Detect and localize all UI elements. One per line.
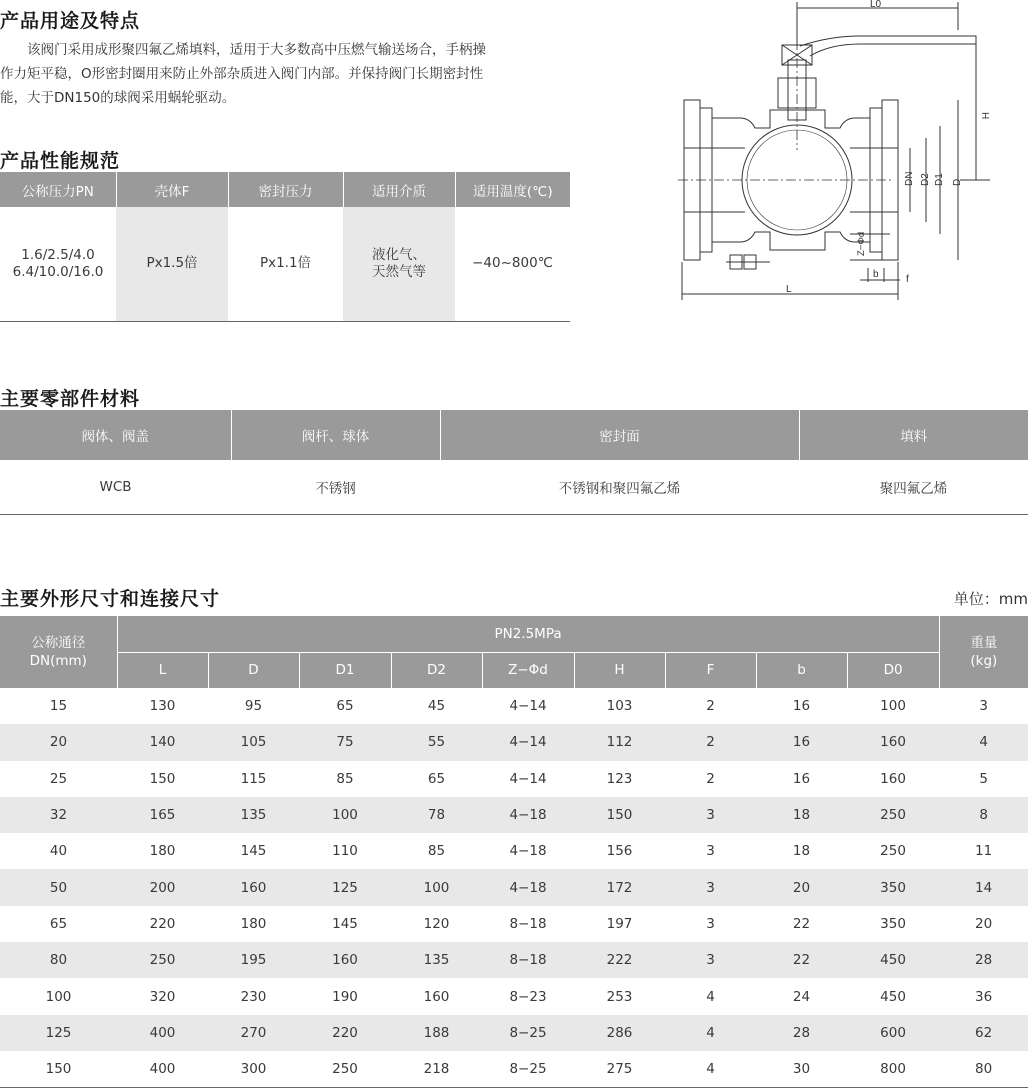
table-cell: 25 [49,770,68,787]
table-cell: 4−18 [482,869,574,905]
table-cell: 20 [975,915,993,932]
table-cell: 85 [336,770,354,787]
table-cell: 160 [847,724,939,760]
table-cell: 112 [574,724,665,760]
label-D1: D1 [934,173,945,186]
spec-row [0,207,570,321]
label-D: D [952,178,963,186]
table-cell: 4 [706,1060,715,1077]
label-DN: DN [904,171,915,186]
table-cell: 275 [606,1060,633,1077]
table-cell: 190 [332,988,358,1005]
table-row [0,978,1028,1014]
dn-header: 公称通径 DN(mm) [0,616,117,688]
table-cell: 4−14 [509,698,547,715]
sub-header: F [665,652,756,688]
table-cell: 55 [391,724,482,760]
table-cell: 50 [0,869,117,905]
table-cell: 400 [149,1060,176,1077]
label-H: H [979,112,990,120]
table-cell: 286 [574,1015,665,1051]
table-cell: 3 [706,915,715,932]
table-cell: 300 [240,1060,267,1077]
label-D2: D2 [920,173,931,186]
table-cell: 160 [299,942,391,978]
table-cell: 4 [939,724,1028,760]
table-cell: 3 [665,797,756,833]
table-row [0,869,1028,905]
unit-label: 单位：mm [953,590,1028,608]
table-cell: 45 [427,698,446,715]
table-cell: 150 [574,797,665,833]
table-cell: 188 [391,1015,482,1051]
table-cell: 40 [49,843,68,860]
table-cell: 4−18 [509,843,547,860]
table-cell: 165 [117,797,208,833]
table-cell: 30 [792,1060,811,1077]
table-cell: 8−25 [509,1060,547,1077]
table-row [0,1051,1028,1087]
table-cell: 18 [792,843,811,860]
table-cell: 180 [240,915,267,932]
materials-header: 填料 [799,410,1028,460]
table-cell: 65 [427,770,446,787]
table-cell: 150 [149,770,176,787]
materials-header: 阀杆、球体 [231,410,440,460]
table-cell: 250 [117,942,208,978]
label-L0: L0 [870,0,882,10]
table-cell: 4−14 [482,724,574,760]
table-cell: 350 [847,869,939,905]
table-cell: 218 [423,1060,450,1077]
table-row [0,797,1028,833]
spec-cell: Px1.5倍 [116,207,228,321]
spec-header: 适用温度(℃) [455,172,570,207]
table-cell: 3 [706,843,715,860]
spec-cell: 液化气、 天然气等 [343,207,455,321]
table-cell: 20 [0,724,117,760]
materials-row [0,460,1028,514]
spec-header: 适用介质 [343,172,455,207]
table-cell: 28 [756,1015,847,1051]
table-cell: 65 [49,915,68,932]
table-cell: 145 [240,843,267,860]
table-cell: 8−23 [509,988,547,1005]
table-cell: 145 [332,915,358,932]
table-cell: 195 [208,942,299,978]
table-cell: 197 [606,915,633,932]
table-cell: 24 [792,988,811,1005]
table-cell: 250 [880,843,906,860]
table-cell: 172 [574,869,665,905]
sub-header: L [117,652,208,688]
table-cell: 8−18 [482,942,574,978]
table-cell: 250 [332,1060,358,1077]
table-cell: 22 [756,942,847,978]
weight-header: 重量 (kg) [939,616,1028,688]
table-cell: 125 [0,1015,117,1051]
intro-line: 作力矩平稳，O形密封圈用来防止外部杂质进入阀门内部。并保持阀门长期密封性 [0,66,484,82]
table-cell: 2 [665,724,756,760]
sub-header: D2 [391,652,482,688]
table-cell: 250 [847,797,939,833]
table-cell: 75 [299,724,391,760]
table-cell: 105 [208,724,299,760]
table-cell: 8−25 [482,1015,574,1051]
table-cell: 120 [423,915,450,932]
table-cell: 65 [336,698,354,715]
table-cell: 85 [427,843,446,860]
valve-diagram [670,0,1028,305]
spec-cell: 1.6/2.5/4.0 6.4/10.0/16.0 [12,246,104,280]
spec-title: 产品性能规范 [0,150,121,172]
table-cell: 160 [880,770,906,787]
intro-title: 产品用途及特点 [0,10,141,32]
table-cell: 800 [880,1060,906,1077]
table-cell: 222 [574,942,665,978]
table-cell: 62 [939,1015,1028,1051]
table-cell: 350 [880,915,906,932]
table-cell: 2 [706,698,715,715]
table-cell: 130 [149,698,176,715]
materials-cell: WCB [99,478,132,495]
materials-title: 主要零部件材料 [0,388,141,410]
spec-table [0,172,570,322]
table-cell: 115 [240,770,267,787]
table-cell: 14 [939,869,1028,905]
table-cell: 140 [117,724,208,760]
label-f: f [906,274,909,285]
table-cell: 20 [756,869,847,905]
materials-header: 密封面 [440,410,799,460]
table-cell: 4−18 [482,797,574,833]
table-cell: 135 [391,942,482,978]
table-cell: 110 [332,843,358,860]
sub-header: H [574,652,665,688]
table-cell: 4−14 [509,770,547,787]
dimensions-body [0,688,1028,1087]
table-cell: 160 [208,869,299,905]
intro-line: 能，大于DN150的球阀采用蜗轮驱动。 [0,90,236,106]
dimensions-title: 主要外形尺寸和连接尺寸 [0,588,221,610]
table-cell: 3 [979,698,988,715]
materials-cell: 聚四氟乙烯 [879,480,948,497]
spec-header: 壳体F [116,172,228,207]
spec-header: 密封压力 [228,172,343,207]
spec-cell: −40~800℃ [472,255,553,272]
table-cell: 3 [665,869,756,905]
table-cell: 18 [756,797,847,833]
table-cell: 123 [606,770,633,787]
table-cell: 32 [0,797,117,833]
materials-table [0,410,1028,515]
dimensions-table [0,616,1028,1088]
table-row [0,688,1028,724]
table-cell: 16 [756,724,847,760]
table-cell: 22 [792,915,811,932]
sub-header: D [208,652,299,688]
table-row [0,761,1028,797]
table-cell: 4 [665,1015,756,1051]
table-cell: 150 [45,1060,72,1077]
table-cell: 320 [149,988,176,1005]
table-cell: 253 [606,988,633,1005]
materials-cell: 不锈钢和聚四氟乙烯 [558,480,681,497]
table-cell: 95 [244,698,263,715]
table-cell: 156 [606,843,633,860]
table-cell: 220 [149,915,176,932]
sub-header: D1 [299,652,391,688]
table-cell: 230 [240,988,267,1005]
table-row [0,942,1028,978]
table-cell: 4 [706,988,715,1005]
table-cell: 16 [792,698,811,715]
spec-cell: Px1.1倍 [259,255,312,272]
table-cell: 450 [847,942,939,978]
table-cell: 15 [49,698,68,715]
table-cell: 450 [880,988,906,1005]
table-row [0,724,1028,760]
table-cell: 2 [706,770,715,787]
table-cell: 11 [975,843,993,860]
intro-paragraph [0,38,572,110]
table-cell: 3 [665,942,756,978]
sub-header: Z−Φd [482,652,574,688]
sub-header: D0 [847,652,939,688]
table-cell: 180 [149,843,176,860]
table-cell: 125 [299,869,391,905]
label-L: L [786,284,792,295]
materials-header: 阀体、阀盖 [0,410,231,460]
table-cell: 8−18 [509,915,547,932]
table-cell: 80 [0,942,117,978]
materials-cell: 不锈钢 [315,480,356,497]
table-cell: 135 [208,797,299,833]
sub-header: b [756,652,847,688]
table-row [0,833,1028,869]
table-cell: 8 [939,797,1028,833]
table-row [0,906,1028,942]
label-b: b [873,269,879,280]
spec-header: 公称压力PN [0,172,116,207]
table-cell: 220 [299,1015,391,1051]
table-cell: 28 [939,942,1028,978]
table-cell: 100 [391,869,482,905]
table-cell: 36 [975,988,993,1005]
table-cell: 100 [299,797,391,833]
table-cell: 100 [45,988,72,1005]
table-cell: 103 [606,698,633,715]
table-cell: 80 [975,1060,993,1077]
intro-line: 该阀门采用成形聚四氟乙烯填料，适用于大多数高中压燃气输送场合，手柄操 [0,42,486,58]
table-cell: 78 [391,797,482,833]
group-header: PN2.5MPa [117,616,939,652]
table-cell: 5 [979,770,988,787]
table-cell: 16 [792,770,811,787]
table-cell: 200 [117,869,208,905]
table-cell: 400 [117,1015,208,1051]
table-cell: 600 [847,1015,939,1051]
table-row [0,1015,1028,1051]
table-cell: 270 [208,1015,299,1051]
label-Zd: Z−Φd [856,231,867,256]
table-cell: 100 [880,698,906,715]
table-cell: 160 [423,988,450,1005]
